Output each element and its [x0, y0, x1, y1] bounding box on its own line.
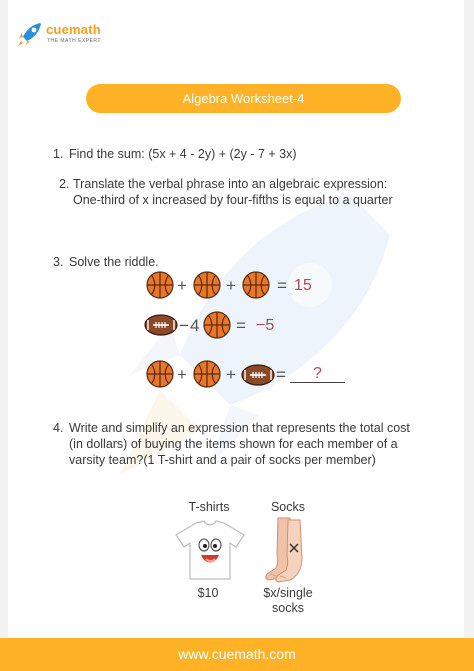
- page-left-border: [0, 0, 8, 671]
- socks-icon: [262, 516, 312, 584]
- basketball-icon: [193, 360, 221, 388]
- question-text: Write and simplify an expression that represents the total cost (in dollars) of buying the items shown for each member of a varsity team?(1 T-shirt and a pair of socks per member): [69, 421, 410, 467]
- question-number: 1.: [53, 147, 64, 161]
- footer-website: www.cuemath.com: [0, 638, 474, 671]
- plus-sign: +: [177, 365, 187, 384]
- plus-sign: +: [177, 276, 187, 295]
- socks-label: Socks: [270, 500, 306, 514]
- brand-name: cuemath: [46, 22, 101, 37]
- brand-tagline: THE MATH EXPERT: [47, 38, 101, 44]
- question-text: Translate the verbal phrase into an algebraic expression: One-third of x increased by four-fifths is equal to a quarter: [73, 177, 393, 207]
- football-icon: [241, 363, 275, 387]
- question-text: Find the sum: (5x + 4 - 2y) + (2y - 7 + 3x): [69, 147, 297, 161]
- basketball-icon: [242, 271, 270, 299]
- riddle-result-1: 15: [294, 277, 312, 294]
- page-right-border: [464, 0, 474, 671]
- equals-sign: =: [277, 276, 287, 295]
- tshirts-label: T-shirts: [188, 500, 230, 514]
- answer-blank-line: [290, 382, 345, 383]
- socks-price-line-2: socks: [272, 601, 304, 615]
- football-icon: [144, 313, 178, 337]
- question-number: 2.: [59, 177, 70, 191]
- plus-sign: +: [226, 276, 236, 295]
- worksheet-title: Algebra Worksheet-4: [86, 84, 401, 113]
- question-text: Solve the riddle.: [69, 255, 159, 269]
- tshirt-icon: [174, 519, 246, 581]
- basketball-icon: [193, 271, 221, 299]
- riddle-result-2: −5: [256, 317, 275, 334]
- minus-sign: −: [179, 316, 189, 335]
- riddle-number: 4: [190, 316, 200, 335]
- equals-sign: =: [276, 365, 286, 384]
- basketball-icon: [146, 360, 174, 388]
- equals-sign: =: [236, 316, 246, 335]
- rocket-logo-icon: [16, 20, 44, 48]
- plus-sign: +: [226, 365, 236, 384]
- basketball-icon: [203, 311, 231, 339]
- socks-price-line-1: $x/single: [263, 586, 313, 600]
- question-number: 4.: [53, 421, 64, 435]
- riddle-answer-placeholder: ?: [313, 365, 322, 382]
- tshirt-price: $10: [197, 586, 219, 600]
- question-number: 3.: [53, 255, 64, 269]
- basketball-icon: [146, 271, 174, 299]
